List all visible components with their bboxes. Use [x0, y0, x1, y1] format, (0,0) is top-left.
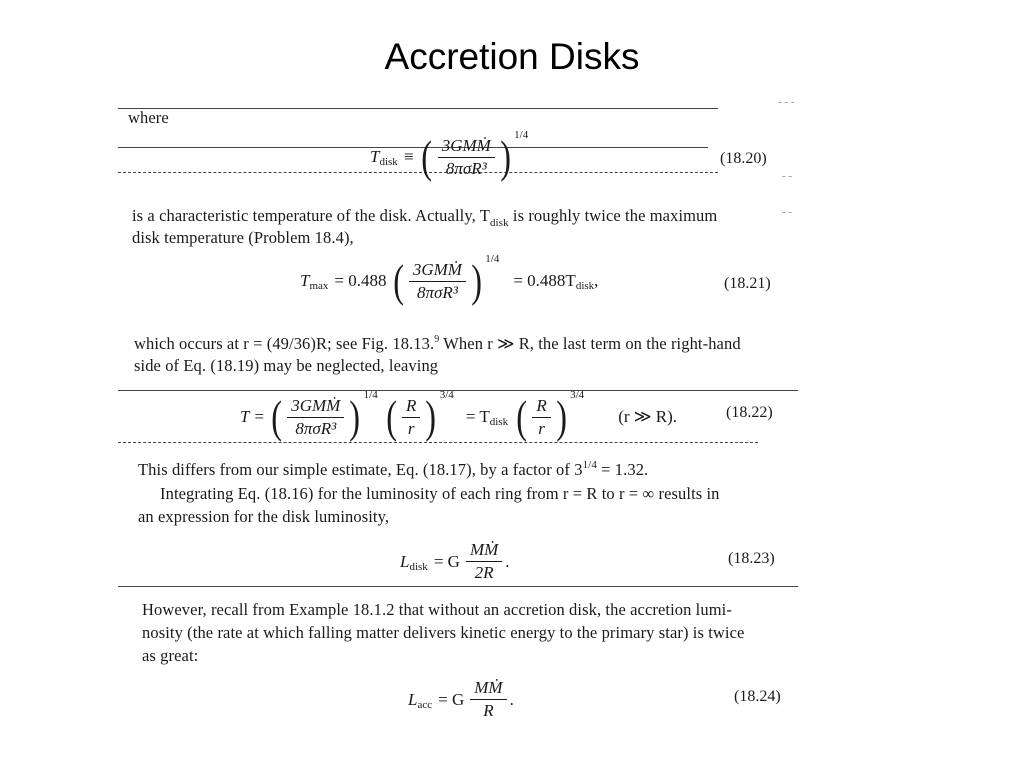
eq-lhs: T = [240, 407, 265, 426]
paragraph-line: side of Eq. (18.19) may be neglected, leaving [134, 356, 439, 375]
numerator: MṀ [466, 540, 502, 562]
text-run: When r ≫ R, the last term on the right-hand [439, 334, 741, 353]
fraction [532, 396, 550, 439]
right-paren: ) [556, 391, 567, 442]
eq-mid: = G [433, 551, 460, 571]
denominator: r [538, 418, 545, 438]
scan-speck: - - [782, 206, 793, 218]
paragraph-line: disk temperature (Problem 18.4), [132, 228, 354, 247]
equation-number: (18.21) [724, 275, 771, 292]
fraction [287, 396, 344, 439]
scanned-textbook-page [110, 92, 800, 762]
denominator: 8πσR³ [445, 158, 487, 178]
numerator: 3GMṀ [287, 396, 344, 418]
eq-coefficient: = 0.488 [334, 271, 387, 290]
superscript: 1/4 [582, 459, 597, 471]
paragraph-line [138, 460, 648, 480]
text-run: which occurs at r = (49/36)R; see Fig. 18.13. [134, 334, 435, 353]
eq-subscript: disk [409, 560, 428, 573]
right-paren: ) [471, 255, 482, 306]
equation-18-22 [240, 389, 678, 442]
equation-number: (18.23) [728, 550, 775, 567]
numerator: MṀ [470, 678, 506, 700]
footnote-mark: 9 [434, 334, 440, 345]
eq-subscript: disk [489, 416, 509, 428]
scan-speck: - - - [778, 96, 795, 108]
paragraph-line [132, 206, 718, 229]
left-paren: ( [392, 255, 404, 306]
denominator: 2R [474, 563, 494, 582]
text-run: This differs from our simple estimate, Eq. (18.17), by a factor of 3 [138, 460, 583, 479]
numerator: 3GMṀ [438, 136, 495, 158]
left-paren: ( [516, 391, 528, 442]
left-paren: ( [386, 391, 397, 442]
eq-subscript: disk [379, 156, 398, 168]
left-paren: ( [271, 391, 282, 442]
equation-18-23 [400, 540, 510, 583]
equation-18-20 [370, 129, 529, 182]
paragraph-line: nosity (the rate at which falling matter delivers kinetic energy to the primary star) is twice [142, 623, 745, 642]
where-label: where [128, 108, 169, 127]
left-paren: ( [421, 131, 433, 182]
text-run: is a characteristic temperature of the disk. Actually, T [132, 206, 490, 225]
denominator: 8πσR³ [295, 418, 337, 438]
eq-condition: (r ≫ R). [618, 407, 678, 426]
equation-18-24 [408, 678, 514, 721]
eq-punct: , [594, 271, 599, 290]
eq-symbol: L [400, 551, 410, 571]
fraction [470, 678, 506, 721]
numerator: 3GMṀ [409, 260, 466, 282]
exponent: 1/4 [514, 129, 529, 141]
eq-subscript: acc [417, 698, 433, 711]
eq-punct: . [509, 689, 514, 709]
scan-rule [118, 390, 798, 391]
eq-operator: ≡ [403, 147, 414, 166]
exponent: 1/4 [363, 389, 378, 401]
denominator: R [483, 701, 494, 720]
eq-symbol: T [300, 271, 310, 290]
numerator: R [402, 396, 420, 418]
slide-title: Accretion Disks [384, 36, 640, 77]
right-paren: ) [500, 131, 511, 182]
numerator: R [532, 396, 550, 418]
eq-rhs: = 0.488T [513, 271, 576, 290]
eq-symbol: L [408, 689, 418, 709]
scan-speck: - - [782, 170, 793, 182]
equation-number: (18.22) [726, 404, 773, 421]
equation-18-21 [300, 253, 599, 306]
eq-mid: = T [465, 407, 490, 426]
exponent: 1/4 [485, 253, 500, 265]
text-run: = 1.32. [596, 460, 649, 479]
eq-punct: . [505, 551, 510, 571]
eq-subscript: disk [575, 280, 595, 292]
fraction [438, 136, 495, 179]
paragraph-line: However, recall from Example 18.1.2 that without an accretion disk, the accretion lumi- [142, 600, 732, 619]
subscript: disk [489, 217, 509, 229]
denominator: 8πσR³ [416, 282, 458, 302]
exponent: 3/4 [439, 389, 454, 401]
text-run: is roughly twice the maximum [508, 206, 718, 225]
scan-rule [118, 442, 758, 443]
paragraph-line [134, 334, 741, 354]
right-paren: ) [425, 391, 437, 442]
eq-symbol: T [370, 147, 380, 166]
fraction [409, 260, 466, 303]
scan-rule [118, 586, 798, 587]
scan-rule [118, 108, 718, 109]
eq-subscript: max [309, 280, 329, 292]
denominator: r [407, 418, 415, 438]
eq-mid: = G [438, 689, 465, 709]
equation-number: (18.20) [720, 150, 767, 167]
exponent: 3/4 [570, 389, 585, 401]
equation-number: (18.24) [734, 688, 781, 705]
paragraph-line: as great: [142, 646, 199, 665]
right-paren: ) [349, 391, 361, 442]
fraction [466, 540, 502, 583]
paragraph-line: Integrating Eq. (18.16) for the luminosity of each ring from r = R to r = ∞ results in [160, 484, 720, 503]
fraction [402, 396, 420, 439]
paragraph-line: an expression for the disk luminosity, [138, 507, 390, 526]
